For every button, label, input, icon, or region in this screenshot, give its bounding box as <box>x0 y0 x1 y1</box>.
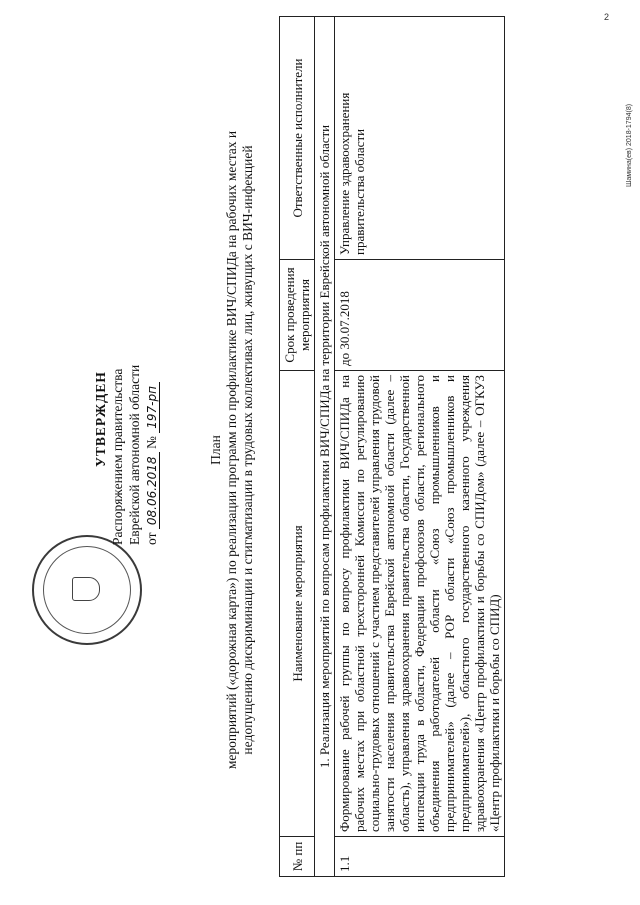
approval-block <box>92 215 161 545</box>
approval-number: 197-рп <box>145 382 160 433</box>
title-line-2: недопущению дискриминации и стигматизации в трудовых коллективах лиц, живущих с ВИЧ-инфекцией <box>240 145 255 755</box>
section-1-title: 1. Реализация мероприятий по вопросам профилактики ВИЧ/СПИДа на территории Еврейской автономной области <box>315 17 335 877</box>
approval-date-line <box>143 215 161 545</box>
row-deadline: до 30.07.2018 <box>335 260 505 371</box>
table-row <box>335 17 505 877</box>
number-prefix: № <box>144 436 159 450</box>
title-line-1: мероприятий («дорожная карта») по реализации программ по профилактике ВИЧ/СПИДа на рабочих местах и <box>224 130 239 770</box>
header-num: № пп <box>280 837 315 877</box>
approval-line-1: Распоряжением правительства <box>110 368 125 545</box>
document-title <box>208 25 256 875</box>
coat-of-arms-emblem <box>72 577 100 601</box>
row-num: 1.1 <box>335 837 505 877</box>
footer-note: Шамина(ев) 2018-1794(8) <box>626 103 633 187</box>
date-prefix: от <box>144 532 159 545</box>
section-row <box>315 17 335 877</box>
header-deadline: Срок проведения мероприятия <box>280 260 315 371</box>
approval-line-2: Еврейской автономной области <box>127 364 142 545</box>
table-header-row <box>280 17 315 877</box>
row-responsible: Управление здравоохранения правительства области <box>335 17 505 260</box>
row-name: Формирование рабочей группы по вопросу профилактики ВИЧ/СПИДа на рабочих местах при областной трехсторонней Комиссии по регулированию социально-трудовых отношений с участием представителей управления трудовой занятости населения правительства Еврейской автономной области (далее – область), управления здравоохранения правительства области, Государственной инспекции труда в области, Федерации профсоюзов области, регионального объединения работодателей области «Союз промышленников и предпринимателей» (далее – РОР области «Союз промышленников и предпринимателей»), областного государственного казенного учреждения здравоохранения «Центр профилактики и борьбы со СПИДом» (далее – ОГКУЗ «Центр профилактики и борьбы со СПИД) <box>335 371 505 837</box>
plan-table <box>279 16 505 877</box>
title-heading: План <box>208 435 223 465</box>
approval-date: 08.06.2018 <box>145 452 160 529</box>
header-name: Наименование мероприятия <box>280 371 315 837</box>
page-number: 2 <box>604 12 610 22</box>
approval-heading: УТВЕРЖДЕН <box>93 371 108 467</box>
header-responsible: Ответственные исполнители <box>280 17 315 260</box>
official-seal <box>32 535 142 645</box>
